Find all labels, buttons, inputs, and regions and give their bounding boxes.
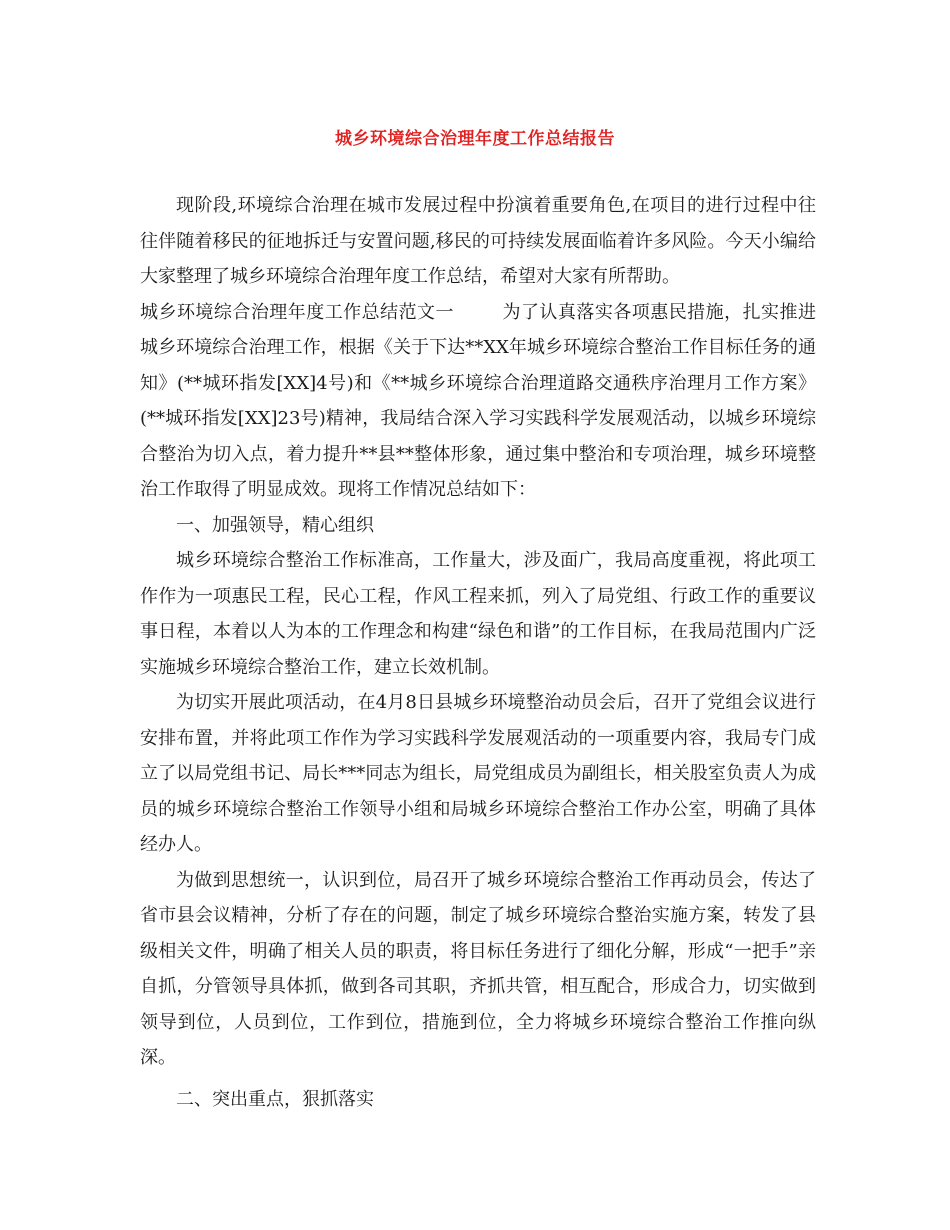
document-body: [140, 188, 816, 1117]
section-lead-paragraph: [140, 295, 816, 508]
heading-two: 二、突出重点，狠抓落实: [176, 1088, 374, 1110]
intro-paragraph: 现阶段,环境综合治理在城市发展过程中扮演着重要角色,在项目的进行过程中往往伴随着移民的征地拆迁与安置问题,移民的可持续发展面临着许多风险。今天小编给大家整理了城乡环境综合治理年度工作总结，希望对大家有所帮助。: [140, 195, 816, 287]
document-title: 城乡环境综合治理年度工作总结报告: [335, 129, 615, 149]
paragraph-two: 为切实开展此项活动，在4月8日县城乡环境整治动员会后，召开了党组会议进行安排布置，并将此项工作作为学习实践科学发展观活动的一项重要内容，我局专门成立了以局党组书记、局长***同志为组长，局党组成员为副组长，相关股室负责人为成员的城乡环境综合整治工作领导小组和局城乡环境综合整治工作办公室，明确了具体经办人。: [140, 692, 816, 855]
section-label: 城乡环境综合治理年度工作总结范文一: [140, 301, 454, 323]
section-lead-text: 为了认真落实各项惠民措施，扎实推进城乡环境综合治理工作，根据《关于下达**XX年城乡环境综合整治工作目标任务的通知》(**城环指发[XX]4号)和《**城乡环境综合治理道路交通秩序治理月工作方案》(**城环指发[XX]23号)精神，我局结合深入学习实践科学发展观活动，以城乡环境综合整治为切入点，着力提升**县**整体形象，通过集中整治和专项治理，城乡环境整治工作取得了明显成效。现将工作情况总结如下：: [140, 301, 816, 500]
heading-one: 一、加强领导，精心组织: [176, 514, 374, 536]
paragraph-three: 为做到思想统一，认识到位，局召开了城乡环境综合整治工作再动员会，传达了省市县会议精神，分析了存在的问题，制定了城乡环境综合整治实施方案，转发了县级相关文件，明确了相关人员的职责，将目标任务进行了细化分解，形成“一把手”亲自抓，分管领导具体抓，做到各司其职，齐抓共管，相互配合，形成合力，切实做到领导到位，人员到位，工作到位，措施到位，全力将城乡环境综合整治工作推向纵深。: [140, 869, 816, 1068]
paragraph-one: 城乡环境综合整治工作标准高，工作量大，涉及面广，我局高度重视，将此项工作作为一项惠民工程，民心工程，作风工程来抓，列入了局党组、行政工作的重要议事日程，本着以人为本的工作理念和构建“绿色和谐”的工作目标，在我局范围内广泛实施城乡环境综合整治工作，建立长效机制。: [140, 550, 816, 678]
